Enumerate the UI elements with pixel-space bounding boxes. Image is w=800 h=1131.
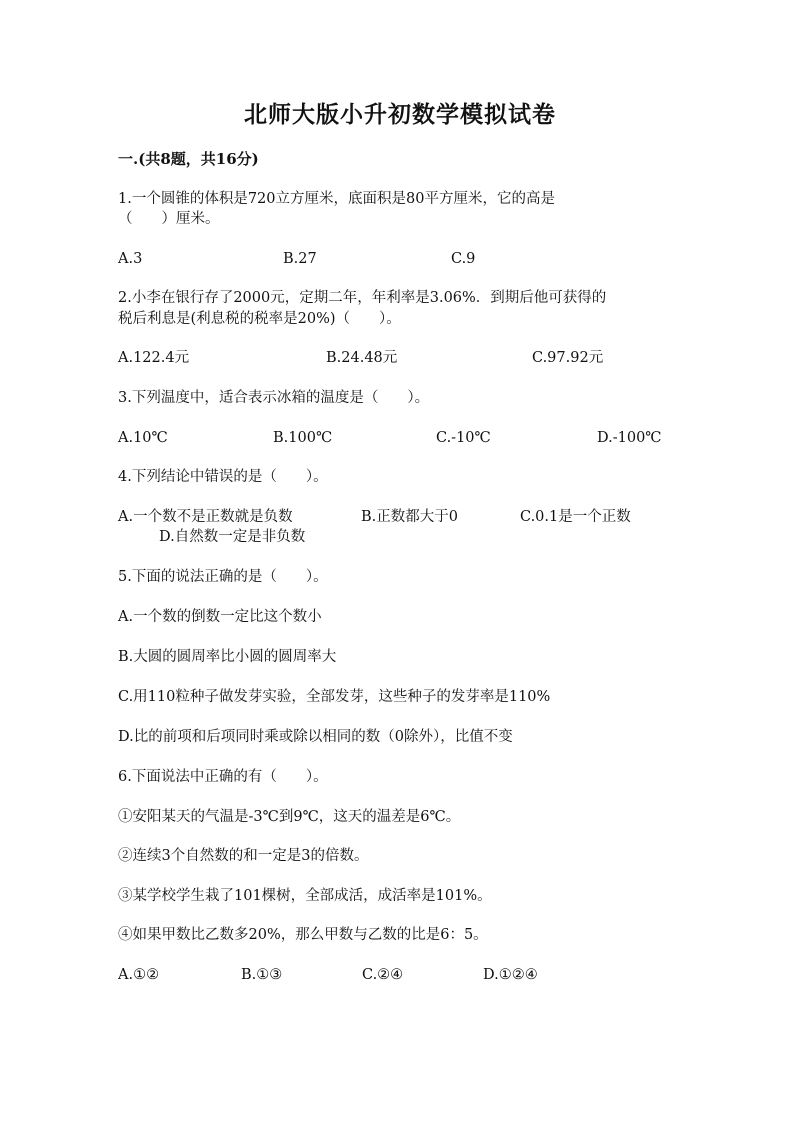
question-3-option-b: B.100℃ xyxy=(273,430,333,446)
question-2-option-b: B.24.48元 xyxy=(326,350,398,366)
question-6-option-b: B.①③ xyxy=(241,967,283,983)
question-1-option-c: C.9 xyxy=(451,251,476,267)
question-4-option-a: A.一个数不是正数就是负数 xyxy=(118,509,293,525)
question-2-option-a: A.122.4元 xyxy=(118,350,190,366)
question-3-option-a: A.10℃ xyxy=(118,430,168,446)
question-4-option-b: B.正数都大于0 xyxy=(361,509,458,525)
question-1-stem-line-2: （ ）厘米。 xyxy=(118,211,220,227)
question-6-statement-3: ③某学校学生栽了101棵树，全部成活，成活率是101%。 xyxy=(118,888,492,904)
question-6-option-a: A.①② xyxy=(118,967,160,983)
question-6-statement-2: ②连续3个自然数的和一定是3的倍数。 xyxy=(118,848,369,864)
question-5-option-b: B.大圆的圆周率比小圆的圆周率大 xyxy=(118,649,337,665)
question-2-stem-line-2: 税后利息是(利息税的税率是20%)（ ）。 xyxy=(118,311,401,327)
question-6-statement-4: ④如果甲数比乙数多20%，那么甲数与乙数的比是6：5。 xyxy=(118,927,488,943)
question-6-option-d: D.①②④ xyxy=(483,967,538,983)
question-1-stem-line-1: 1.一个圆锥的体积是720立方厘米，底面积是80平方厘米，它的高是 xyxy=(118,191,555,207)
question-2-stem-line-1: 2.小李在银行存了2000元，定期二年，年利率是3.06%．到期后他可获得的 xyxy=(118,290,607,306)
section-header: 一.(共8题，共16分) xyxy=(118,150,259,168)
question-3-option-c: C.-10℃ xyxy=(436,430,491,446)
question-4-option-d: D.自然数一定是非负数 xyxy=(159,529,306,545)
question-3-option-d: D.-100℃ xyxy=(597,430,662,446)
question-2-option-c: C.97.92元 xyxy=(532,350,604,366)
question-5-option-d: D.比的前项和后项同时乘或除以相同的数（0除外），比值不变 xyxy=(118,729,513,745)
question-6-option-c: C.②④ xyxy=(362,967,404,983)
question-6-stem: 6.下面说法中正确的有（ ）。 xyxy=(118,769,328,785)
question-5-option-c: C.用110粒种子做发芽实验，全部发芽，这些种子的发芽率是110% xyxy=(118,689,551,705)
question-6-statement-1: ①安阳某天的气温是-3℃到9℃，这天的温差是6℃。 xyxy=(118,809,461,825)
question-1-option-a: A.3 xyxy=(118,251,143,267)
page-title: 北师大版小升初数学模拟试卷 xyxy=(244,101,556,128)
question-1-option-b: B.27 xyxy=(283,251,317,267)
question-4-stem: 4.下列结论中错误的是（ ）。 xyxy=(118,469,328,485)
question-3-stem: 3.下列温度中，适合表示冰箱的温度是（ ）。 xyxy=(118,390,430,406)
question-5-stem: 5.下面的说法正确的是（ ）。 xyxy=(118,569,328,585)
question-5-option-a: A.一个数的倒数一定比这个数小 xyxy=(118,609,322,625)
question-4-option-c: C.0.1是一个正数 xyxy=(520,509,631,525)
